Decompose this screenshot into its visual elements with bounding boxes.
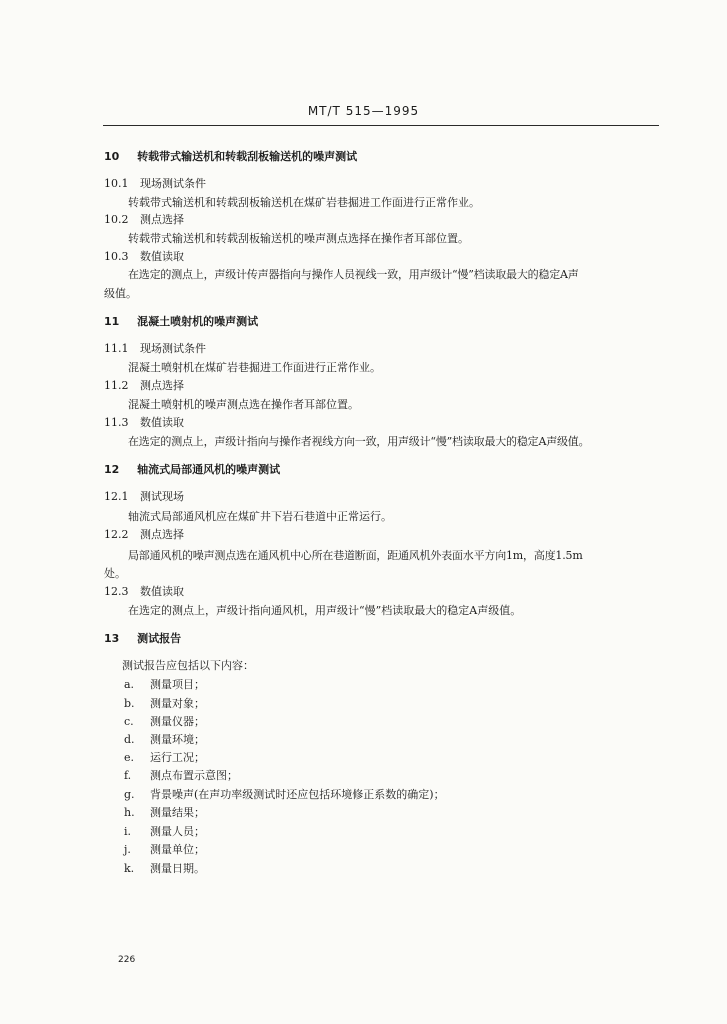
subsection-number: 11.3 — [104, 416, 129, 429]
subsection-number: 10.2 — [104, 213, 129, 226]
list-item — [124, 788, 445, 802]
section-11-heading — [104, 315, 258, 329]
list-letter: k. — [124, 862, 135, 875]
paragraph: 在选定的测点上，声级计指向通风机，用声级计“慢”档读取最大的稳定A声级值。 — [128, 604, 522, 617]
list-letter: d. — [124, 733, 135, 746]
subsection-number: 11.1 — [104, 342, 129, 355]
list-text: 测量人员； — [150, 825, 205, 838]
paragraph: 转载带式输送机和转载刮板输送机在煤矿岩巷掘进工作面进行正常作业。 — [128, 196, 480, 209]
list-item — [124, 715, 205, 729]
paragraph: 混凝土喷射机在煤矿岩巷掘进工作面进行正常作业。 — [128, 361, 381, 374]
subsection-number: 12.3 — [104, 585, 129, 598]
list-letter: c. — [124, 715, 134, 728]
list-text: 测量结果； — [150, 806, 205, 819]
list-item — [124, 862, 205, 876]
section-number: 10 — [104, 150, 120, 163]
report-intro: 测试报告应包括以下内容： — [122, 659, 254, 672]
paragraph: 轴流式局部通风机应在煤矿井下岩石巷道中正常运行。 — [128, 510, 392, 523]
subsection-10-1-heading — [104, 177, 206, 191]
list-item — [124, 843, 205, 857]
subsection-number: 11.2 — [104, 379, 129, 392]
subsection-title: 测点选择 — [140, 528, 184, 541]
subsection-11-2-heading — [104, 379, 184, 393]
subsection-title: 现场测试条件 — [140, 342, 206, 355]
section-13-heading — [104, 632, 181, 646]
list-text: 测点布置示意图； — [150, 769, 238, 782]
list-item — [124, 697, 205, 711]
subsection-title: 测点选择 — [140, 379, 184, 392]
list-text: 测量单位； — [150, 843, 205, 856]
list-letter: g. — [124, 788, 135, 801]
list-text: 测量仪器； — [150, 715, 205, 728]
list-item — [124, 751, 205, 765]
list-text: 运行工况； — [150, 751, 205, 764]
subsection-number: 12.2 — [104, 528, 129, 541]
subsection-12-1-heading — [104, 490, 184, 504]
subsection-title: 现场测试条件 — [140, 177, 206, 190]
subsection-11-1-heading — [104, 342, 206, 356]
header-rule — [103, 125, 659, 126]
subsection-number: 10.1 — [104, 177, 129, 190]
standard-code: MT/T 515—1995 — [307, 104, 420, 118]
paragraph: 在选定的测点上，声级计指向与操作者视线方向一致，用声级计“慢”档读取最大的稳定A声级值。 — [128, 435, 590, 448]
section-number: 13 — [104, 632, 120, 645]
list-letter: i. — [124, 825, 132, 838]
list-letter: a. — [124, 678, 135, 691]
list-item — [124, 733, 205, 747]
list-letter: b. — [124, 697, 135, 710]
paragraph: 转载带式输送机和转载刮板输送机的噪声测点选择在操作者耳部位置。 — [128, 232, 469, 245]
list-item — [124, 806, 205, 820]
subsection-10-2-heading — [104, 213, 184, 227]
paragraph: 在选定的测点上，声级计传声器指向与操作人员视线一致，用声级计“慢”档读取最大的稳定A声 — [128, 268, 579, 281]
list-item — [124, 678, 205, 692]
list-item — [124, 769, 238, 783]
list-text: 测量对象； — [150, 697, 205, 710]
subsection-11-3-heading — [104, 416, 184, 430]
section-title: 轴流式局部通风机的噪声测试 — [137, 463, 281, 476]
list-text: 测量日期。 — [150, 862, 205, 875]
subsection-title: 测试现场 — [140, 490, 184, 503]
subsection-12-3-heading — [104, 585, 184, 599]
subsection-title: 数值读取 — [140, 416, 184, 429]
section-number: 11 — [104, 315, 120, 328]
section-title: 测试报告 — [137, 632, 182, 645]
list-text: 背景噪声(在声功率级测试时还应包括环境修正系数的确定)； — [150, 788, 445, 801]
list-letter: e. — [124, 751, 135, 764]
paragraph: 局部通风机的噪声测点选在通风机中心所在巷道断面，距通风机外表面水平方向1m，高度1.5m — [128, 549, 583, 562]
subsection-number: 12.1 — [104, 490, 129, 503]
paragraph: 混凝土喷射机的噪声测点选在操作者耳部位置。 — [128, 398, 359, 411]
subsection-title: 数值读取 — [140, 250, 184, 263]
list-letter: j. — [124, 843, 131, 856]
list-letter: h. — [124, 806, 135, 819]
section-title: 混凝土喷射机的噪声测试 — [137, 315, 259, 328]
paragraph-continuation: 级值。 — [104, 287, 137, 300]
section-title: 转载带式输送机和转载刮板输送机的噪声测试 — [137, 150, 358, 163]
subsection-10-3-heading — [104, 250, 184, 264]
section-10-heading — [104, 150, 357, 164]
list-item — [124, 825, 205, 839]
section-12-heading — [104, 463, 280, 477]
subsection-number: 10.3 — [104, 250, 129, 263]
paragraph-continuation: 处。 — [104, 567, 126, 580]
subsection-title: 数值读取 — [140, 585, 184, 598]
section-number: 12 — [104, 463, 120, 476]
page-number: 226 — [118, 955, 136, 965]
list-letter: f. — [124, 769, 132, 782]
list-text: 测量环境； — [150, 733, 205, 746]
subsection-title: 测点选择 — [140, 213, 184, 226]
subsection-12-2-heading — [104, 528, 184, 542]
list-text: 测量项目； — [150, 678, 205, 691]
